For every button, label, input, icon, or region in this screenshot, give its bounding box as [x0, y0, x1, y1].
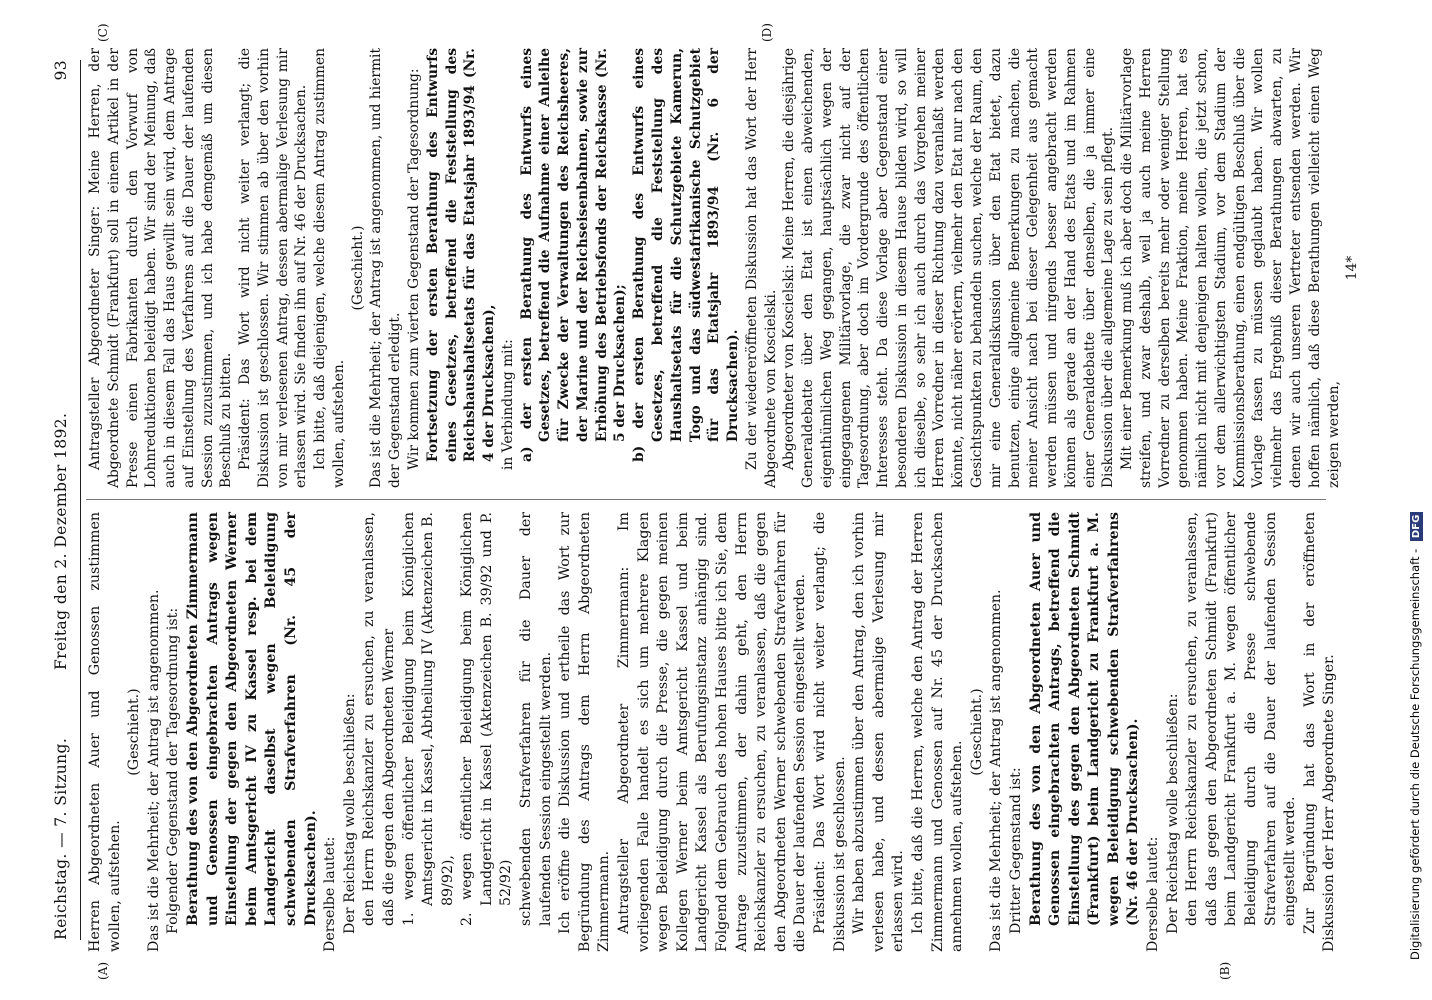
left-column-paragraph: Präsident: Das Wort wird nicht weiter verlangt; die Diskussion ist geschlossen.: [811, 512, 848, 952]
left-column-paragraph: Berathung des von den Abgeordneten Zimmermann und Genossen eingebrachten Antrags wegen Einstellung der gegen den Abgeordneten Werner beim Amtsgericht IV zu Kassel resp. bei dem Landgericht daselbst wegen Beleidigung schwebenden Strafverfahren (Nr. 45 der Drucksachen).: [184, 512, 319, 926]
right-column-paragraph: Zu der wiedereröffneten Diskussion hat das Wort der Herr Abgeordnete von Koscielski.: [743, 48, 779, 488]
left-column-paragraph: Das ist die Mehrheit; der Antrag ist angenommen.: [145, 589, 162, 952]
page-header: [52, 60, 76, 940]
right-column-paragraph: Ich bitte, daß diejenigen, welche diesem Antrag zustimmen wollen, aufstehen.: [312, 48, 347, 488]
left-column-paragraph: Folgender Gegenstand der Tagesordnung ist:: [165, 607, 182, 934]
left-column-paragraph: Ich bitte, daß die Herren, welche den Antrag der Herren Zimmermann und Genossen auf Nr. 45 der Drucksachen annehmen wollen, aufstehen.: [909, 512, 966, 952]
left-column-paragraph: 2. wegen öffentlicher Beleidigung beim Königlichen Landgericht in Kassel (Aktenzeichen B. 39/92 und P. 52/92): [459, 512, 515, 926]
right-column-paragraph: Abgeordneter von Koscielski: Meine Herren, die diesjährige Generaldebatte über den Etat ist einen abweichenden, eigenthümlichen Weg gegangen, hauptsächlich wegen der eingegangenen Militärvorlage, die zwar nicht auf der Tagesordnung, aber doch im Vordergrunde des öffentlichen Interesses steht. Da diese Vorlage aber Gegenstand einer besonderen Diskussion in diesem Hause bilden wird, so will ich dieselbe, so sehr ich auch durch das Vorgehen meiner Herren Vorredner in dieser Richtung dazu veranlaßt werden könnte, nicht näher erörtern, vielmehr den Etat nur nach den Gesichtspunkten zu behandeln suchen, welche der Raum, den mir eine Generaldiskussion über den Etat bietet, dazu benutzen, einige allgemeine Bemerkungen zu machen, die meiner Ansicht nach bei dieser Gelegenheit aus gemacht werden müssen und nirgends besser angebracht werden können als gerade an der Hand des Etats und im Rahmen einer Generaldebatte über denselben, die ja immer eine Diskussion über die allgemeine Lage zu sein pflegt.: [781, 48, 1117, 488]
right-column-paragraph: Präsident: Das Wort wird nicht weiter verlangt; die Diskussion ist geschlossen. Wir stimmen ab über den vorhin von mir verlesenen Antrag, dessen abermalige Verlesung mir erlassen wird. Sie finden ihn auf Nr. 46 der Drucksachen.: [237, 48, 310, 488]
right-column-paragraph: in Verbindung mit:: [499, 339, 516, 470]
left-column-paragraph: (Geschieht.): [968, 688, 985, 776]
left-column-paragraph: Derselbe lautet:: [322, 836, 339, 952]
right-text-column: [86, 48, 1362, 488]
left-column-paragraph: Dritter Gegenstand ist:: [1007, 767, 1024, 934]
left-column-paragraph: den Herrn Reichskanzler zu ersuchen, zu veranlassen, daß das gegen den Abgeordneten Schmidt (Frankfurt) beim Landgericht Frankfurt a. M. wegen öffentlicher Beleidigung durch die Presse schwebende Strafverfahren auf die Dauer der laufenden Session eingestellt werde.: [1184, 512, 1299, 926]
left-column-paragraph: Herren Abgeordneten Auer und Genossen zustimmen wollen, aufstehen.: [87, 512, 123, 952]
dfg-logo: DFG: [1410, 512, 1423, 541]
left-column-paragraph: Zur Begründung hat das Wort in der eröffneten Diskussion der Herr Abgeordnete Singer.: [1301, 512, 1338, 952]
left-column-paragraph: Antragsteller Abgeordneter Zimmermann: Im vorliegenden Falle handelt es sich um mehrere Klagen wegen Beleidigung durch die Presse, die gegen meinen Kollegen Werner beim Amtsgericht Kassel und beim Landgericht Kassel als Berufungsinstanz anhängig sind. Folgend dem Gebrauch des hohen Hauses bitte ich Sie, dem Antrage zuzustimmen, der dahin geht, den Herrn Reichskanzler zu ersuchen, zu veranlassen, daß die gegen den Abgeordneten Werner schwebenden Strafverfahren für die Dauer der laufenden Session eingestellt werden.: [616, 512, 809, 952]
margin-label-b: (B): [1218, 961, 1232, 980]
right-column-paragraph: Mit einer Bemerkung muß ich aber doch die Militärvorlage streifen, und zwar deshalb, weil ja auch meine Herren Vorredner zu derselben bereits mehr oder weniger Stellung genommen haben. Meine Fraktion, meine Herren, hat es nämlich nicht mit denjenigen halten wollen, die jetzt schon, vor dem allerwichtigsten Stadium, vor dem Stadium der Kommissionsberathung, einen endgültigen Beschluß über die Vorlage fassen zu müssen geglaubt haben. Wir wollen vielmehr das Ergebniß dieser Berathungen abwarten, zu denen wir auch unseren Vertreter entsenden werden. Wir hoffen nämlich, daß diese Berathungen vielleicht einen Weg zeigen werden,: [1119, 48, 1342, 488]
left-column-paragraph: Wir haben abzustimmen über den Antrag, den ich vorhin verlesen habe, und dessen abermalige Verlesung mir erlassen wird.: [851, 512, 907, 952]
left-column-paragraph: Der Reichstag wolle beschließen:: [341, 693, 358, 934]
left-column-paragraph: 1. wegen öffentlicher Beleidigung beim Königlichen Amtsgericht in Kassel, Abtheilung IV (Aktenzeichen B. 89/92),: [400, 512, 456, 926]
header-left: Reichstag. — 7. Sitzung.: [52, 737, 70, 940]
left-column-paragraph: Das ist die Mehrheit; der Antrag ist angenommen.: [988, 589, 1005, 952]
left-column-paragraph: schwebenden Strafverfahren für die Dauer der laufenden Session eingestellt werden.: [518, 512, 554, 926]
left-column-paragraph: den Herrn Reichskanzler zu ersuchen, zu veranlassen, daß die gegen den Abgeordneten Werner: [361, 512, 397, 926]
right-column-paragraph: Das ist die Mehrheit; der Antrag ist angenommen, und hiermit der Gegenstand erledigt.: [368, 48, 404, 488]
right-column-paragraph: 14*: [1344, 255, 1361, 281]
header-date: Freitag den 2. Dezember 1892.: [52, 412, 70, 670]
left-column-paragraph: Derselbe lautet:: [1145, 836, 1162, 952]
right-column-paragraph: Wir kommen zum vierten Gegenstand der Tagesordnung:: [406, 68, 423, 470]
right-column-paragraph: Fortsetzung der ersten Berathung des Entwurfs eines Gesetzes, betreffend die Feststellung des Reichshaushaltsetats für das Etatsjahr 1893/94 (Nr. 4 der Drucksachen),: [424, 48, 498, 462]
margin-label-d: (D): [760, 23, 774, 42]
right-column-paragraph: b) der ersten Berathung des Entwurfs eines Gesetzes, betreffend die Feststellung des Haushaltsetats für die Schutzgebiete Kamerun, Togo und das südwestafrikanische Schutzgebiet für das Etatsjahr 1893/94 (Nr. 6 der Drucksachen).: [631, 48, 742, 462]
right-column-paragraph: Antragsteller Abgeordneter Singer: Meine Herren, der Abgeordnete Schmidt (Frankfurt) soll in einem Artikel in der Presse einen Fabrikanten durch den Vorwurf von Lohnreduktionen beleidigt haben. Wir sind der Meinung, daß auch in diesem Fall das Haus gewillt sein wird, dem Antrage auf Einstellung des Verfahrens auf die Dauer der laufenden Session zuzustimmen, und ich habe demgemäß um diesen Beschluß zu bitten.: [87, 48, 235, 488]
left-column-paragraph: (Geschieht.): [126, 688, 143, 776]
right-column-paragraph: (Geschieht.): [349, 225, 366, 311]
left-column-paragraph: Der Reichstag wolle beschließen:: [1164, 693, 1181, 934]
column-rule: [86, 499, 1326, 500]
footer-text: Digitalisierung gefördert durch die Deutsche Forschungsgemeinschaft -: [1408, 548, 1422, 960]
footer-credit: [1408, 40, 1423, 960]
margin-label-a: (A): [96, 961, 110, 980]
page-number: 93: [52, 60, 70, 81]
left-text-column: [86, 512, 1340, 952]
left-column-paragraph: Ich eröffne die Diskussion und ertheile das Wort zur Begründung des Antrags dem Herrn Abgeordneten Zimmermann.: [557, 512, 613, 952]
left-column-paragraph: Berathung des von den Abgeordneten Auer und Genossen eingebrachten Antrags, betreffend die Einstellung des gegen den Abgeordneten Schmidt (Frankfurt) beim Landgericht zu Frankfurt a. M. wegen Beleidigung schwebenden Strafverfahrens (Nr. 46 der Drucksachen).: [1027, 512, 1142, 926]
header-rule: [80, 60, 81, 940]
right-column-paragraph: a) der ersten Berathung des Entwurfs eines Gesetzes, betreffend die Aufnahme einer Anleihe für Zwecke der Verwaltungen des Reichsheeres, der Marine und der Reichseisenbahnen, sowie zur Erhöhung des Betriebsfonds der Reichskasse (Nr. 5 der Drucksachen);: [518, 48, 629, 462]
margin-label-c: (C): [96, 23, 110, 42]
